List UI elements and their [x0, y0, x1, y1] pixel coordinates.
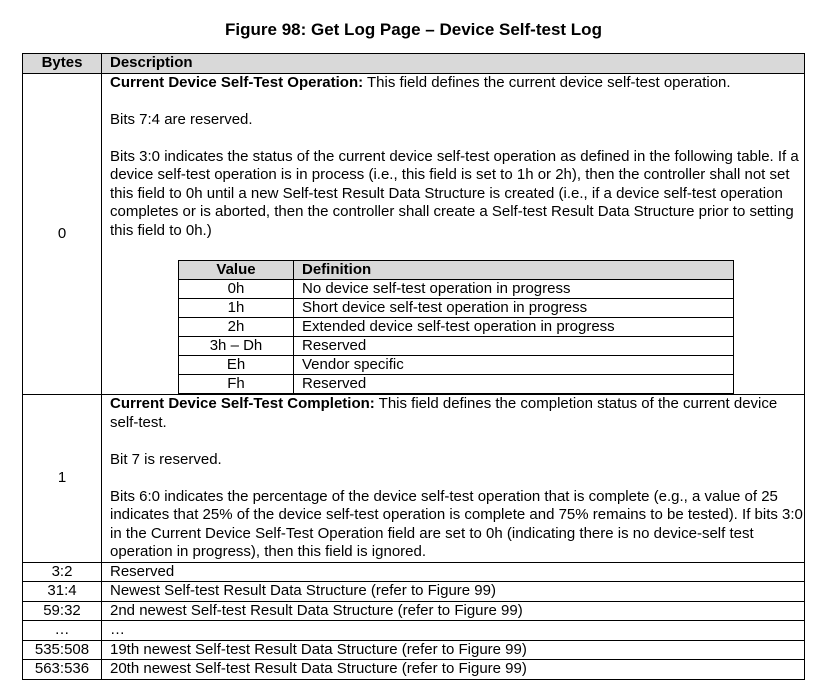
bytes-cell: 59:32 [23, 601, 102, 621]
value-cell: Eh [179, 356, 294, 375]
description-cell: 20th newest Self-test Result Data Structure (refer to Figure 99) [102, 660, 805, 680]
bytes-cell: 563:536 [23, 660, 102, 680]
value-cell: Fh [179, 375, 294, 394]
figure-caption: Figure 98: Get Log Page – Device Self-test Log [225, 20, 602, 39]
field-intro-text: This field defines the current device self-test operation. [363, 73, 731, 91]
table-row [23, 660, 805, 680]
value-cell: 0h [179, 280, 294, 299]
bytes-cell: … [23, 621, 102, 641]
description-cell: 19th newest Self-test Result Data Structure (refer to Figure 99) [102, 640, 805, 660]
value-cell: 1h [179, 299, 294, 318]
field-intro [110, 74, 804, 93]
bytes-cell: 1 [23, 395, 102, 563]
bytes-cell: 0 [23, 73, 102, 395]
description-cell: Reserved [102, 562, 805, 582]
header-row [23, 54, 805, 74]
description-cell [102, 73, 805, 395]
definition-header: Definition [294, 261, 734, 280]
field-title: Current Device Self-Test Operation: [110, 73, 364, 91]
table-row [23, 582, 805, 602]
value-cell: 3h – Dh [179, 337, 294, 356]
paragraph: Bits 7:4 are reserved. [110, 110, 253, 128]
value-header: Value [179, 261, 294, 280]
definition-cell: Reserved [294, 375, 734, 394]
field-intro-text: This field defines the completion status of the current device self-test. [110, 395, 778, 431]
description-cell: Newest Self-test Result Data Structure (refer to Figure 99) [102, 582, 805, 602]
table-row [23, 601, 805, 621]
field-intro [110, 395, 804, 432]
field-title: Current Device Self-Test Completion: [110, 395, 375, 412]
bytes-header: Bytes [23, 54, 102, 74]
paragraph: Bits 6:0 indicates the percentage of the device self-test operation that is complete (e.g., a value of 25 indicates that 25% of the device self-test operation is complete and 75% remains to be tested). If bits 3:0 in the Current Device Self-Test Operation field are set to 0h (indicating there is no device-self test operation in progress), then this field is ignored. [110, 487, 803, 560]
table-row [23, 395, 805, 563]
definition-cell: Extended device self-test operation in progress [294, 318, 734, 337]
description-cell: … [102, 621, 805, 641]
table-row [179, 375, 734, 394]
bytes-cell: 31:4 [23, 582, 102, 602]
paragraph: Bit 7 is reserved. [110, 450, 222, 468]
table-row [179, 299, 734, 318]
definition-cell: Vendor specific [294, 356, 734, 375]
definition-cell: No device self-test operation in progress [294, 280, 734, 299]
value-cell: 2h [179, 318, 294, 337]
bytes-cell: 535:508 [23, 640, 102, 660]
description-cell: 2nd newest Self-test Result Data Structure (refer to Figure 99) [102, 601, 805, 621]
self-test-log-table [22, 53, 805, 680]
header-row [179, 261, 734, 280]
description-header: Description [102, 54, 805, 74]
definition-cell: Short device self-test operation in progress [294, 299, 734, 318]
table-row [179, 280, 734, 299]
bytes-cell: 3:2 [23, 562, 102, 582]
table-row [23, 73, 805, 395]
table-row [179, 318, 734, 337]
status-value-table [178, 260, 734, 394]
definition-cell: Reserved [294, 337, 734, 356]
table-row [179, 337, 734, 356]
description-cell [102, 395, 805, 563]
table-row [23, 562, 805, 582]
table-row [179, 356, 734, 375]
table-row [23, 640, 805, 660]
table-row [23, 621, 805, 641]
paragraph: Bits 3:0 indicates the status of the current device self-test operation as defined in the following table. If a device self-test operation is in process (i.e., this field is set to 1h or 2h), then the controller shall not set this field to 0h until a new Self-test Result Data Structure is created (i.e., if a device self-test operation completes or is aborted, then the controller shall create a Self-test Result Data Structure prior to setting this field to 0h.) [110, 147, 799, 239]
